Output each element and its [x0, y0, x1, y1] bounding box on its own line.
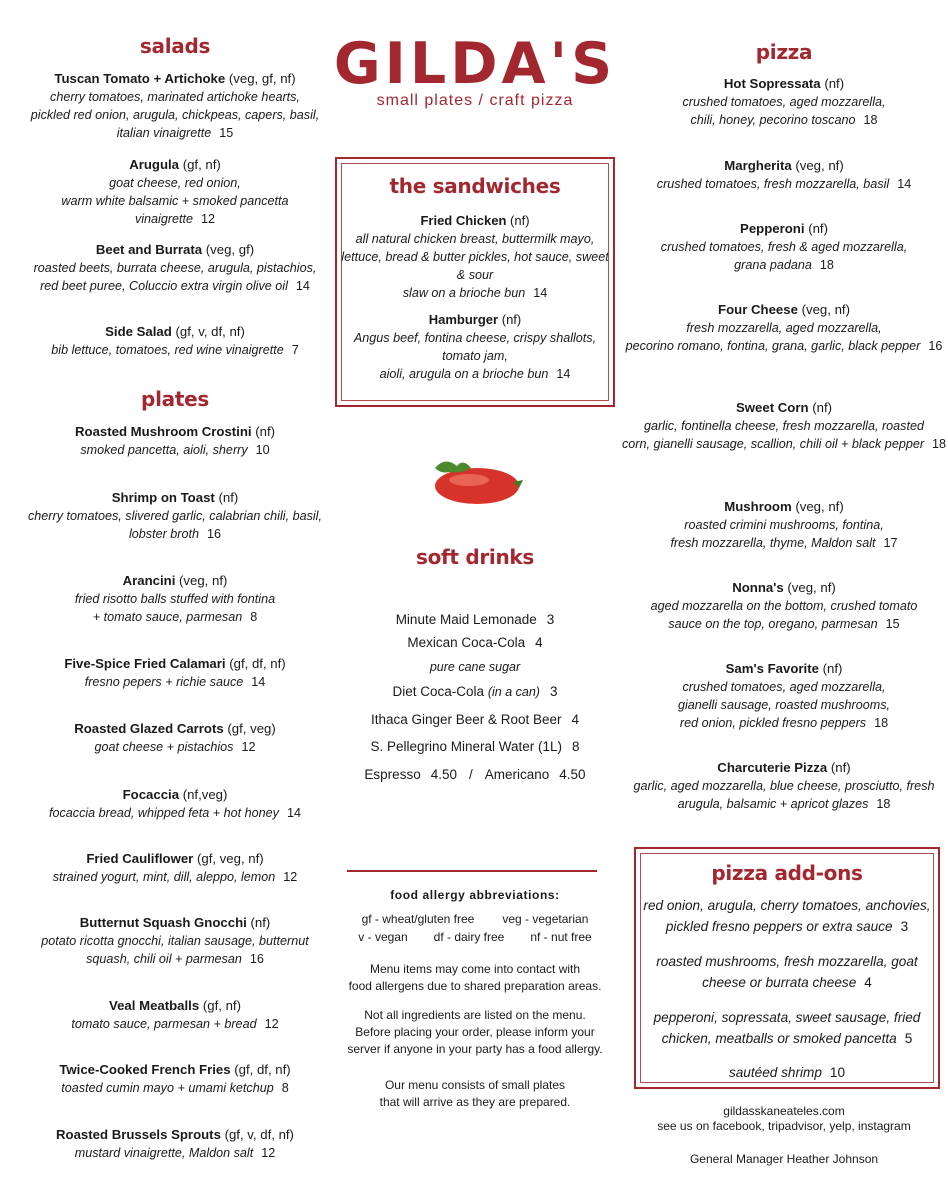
allergy-text: Not all ingredients are listed on the menu. — [364, 1008, 586, 1022]
item-price: 12 — [201, 212, 216, 226]
menu-item — [620, 301, 948, 355]
item-description: lobster broth — [128, 527, 199, 541]
item-description: crushed tomatoes, aged mozzarella, — [682, 95, 886, 109]
drink-item — [332, 739, 618, 754]
item-price: 10 — [255, 443, 270, 457]
allergy-text: food allergens due to shared preparation areas. — [348, 979, 602, 993]
item-tags: (gf, veg) — [227, 721, 276, 736]
item-name: Arancini — [122, 573, 176, 588]
menu-item — [620, 220, 948, 274]
item-name: Five-Spice Fried Calamari — [64, 656, 226, 671]
item-description: toasted cumin mayo + umami ketchup — [61, 1081, 274, 1095]
salads-title: salads — [139, 34, 211, 58]
drink-item — [332, 612, 618, 627]
item-price: 16 — [928, 339, 943, 353]
item-tags: (veg, gf) — [205, 242, 255, 257]
item-description: strained yogurt, mint, dill, aleppo, lemon — [52, 870, 276, 884]
item-description: tomato sauce, parmesan + bread — [71, 1017, 257, 1031]
allergy-text: veg - vegetarian — [502, 912, 589, 926]
addon-description: pickled fresno peppers or extra sauce — [665, 919, 893, 934]
item-name: Butternut Squash Gnocchi — [79, 915, 247, 930]
menu-item — [620, 157, 948, 193]
addon-item — [636, 1062, 938, 1083]
drink-item — [332, 635, 618, 650]
item-price: 12 — [261, 1146, 276, 1160]
menu-item — [620, 579, 948, 633]
item-price: 16 — [249, 952, 264, 966]
allergy-text: v - vegan — [358, 930, 408, 944]
restaurant-logo: GILDA'S — [333, 31, 617, 97]
allergy-text: that will arrive as they are prepared. — [379, 1095, 571, 1109]
item-tags: (gf, v, df, nf) — [175, 324, 245, 339]
item-description: squash, chili oil + parmesan — [86, 952, 242, 966]
item-description: arugula, balsamic + apricot glazes — [677, 797, 869, 811]
item-description: all natural chicken breast, buttermilk mayo, — [355, 232, 595, 246]
item-price: 15 — [885, 617, 900, 631]
item-name: Mushroom — [724, 499, 792, 514]
item-description: goat cheese, red onion, — [109, 176, 241, 190]
item-price: 12 — [283, 870, 298, 884]
addon-item — [636, 1007, 938, 1049]
item-tags: (nf,veg) — [182, 787, 228, 802]
drink-item — [332, 659, 618, 674]
item-description: crushed tomatoes, aged mozzarella, — [682, 680, 886, 694]
menu-item — [0, 489, 350, 543]
allergy-text: Our menu consists of small plates — [384, 1078, 566, 1092]
item-price: 14 — [251, 675, 266, 689]
allergy-text: df - dairy free — [433, 930, 505, 944]
item-name: Roasted Glazed Carrots — [74, 721, 224, 736]
allergy-text: server if anyone in your party has a food allergy. — [347, 1042, 603, 1056]
drink-price: 4.50 — [559, 767, 586, 782]
sandwiches-box — [335, 157, 615, 407]
item-tags: (nf) — [812, 400, 832, 415]
addon-price: 5 — [904, 1031, 913, 1046]
item-tags: (nf) — [255, 424, 276, 439]
item-description: warm white balsamic + smoked pancetta — [61, 194, 289, 208]
item-description: red beet puree, Coluccio extra virgin olive oil — [40, 279, 288, 293]
item-tags: (gf, nf) — [182, 157, 221, 172]
item-name: Beet and Burrata — [95, 242, 203, 257]
item-tags: (gf, df, nf) — [229, 656, 286, 671]
item-price: 14 — [295, 279, 310, 293]
item-description: cherry tomatoes, marinated artichoke hearts, — [50, 90, 300, 104]
item-description: garlic, aged mozzarella, blue cheese, prosciutto, fresh — [633, 779, 935, 793]
drink-price: 4.50 — [430, 767, 457, 782]
item-name: Hamburger — [428, 312, 499, 327]
drink-item — [332, 767, 618, 782]
menu-item — [337, 212, 613, 302]
soft-drinks-title: soft drinks — [415, 545, 535, 569]
item-name: Arugula — [129, 157, 180, 172]
item-price: 14 — [897, 177, 912, 191]
item-tags: (nf) — [808, 221, 828, 236]
tagline: small plates / craft pizza — [376, 92, 574, 109]
drink-name: S. Pellegrino Mineral Water (1L) — [370, 739, 563, 754]
separator: / — [468, 767, 473, 782]
website-link[interactable]: gildasskaneateles.com — [723, 1104, 845, 1118]
item-name: Pepperoni — [740, 221, 805, 236]
drink-name: Diet Coca-Cola — [392, 684, 485, 699]
menu-item — [0, 241, 350, 295]
item-description: fresh mozzarella, aged mozzarella, — [686, 321, 882, 335]
item-tags: (nf) — [501, 312, 522, 327]
menu-item — [0, 70, 350, 142]
drink-name: Espresso — [364, 767, 421, 782]
item-name: Sweet Corn — [736, 400, 809, 415]
item-description: potato ricotta gnocchi, italian sausage, butternut — [41, 934, 309, 948]
item-name: Fried Chicken — [420, 213, 507, 228]
allergy-text: nf - nut free — [530, 930, 592, 944]
item-description: roasted beets, burrata cheese, arugula, pistachios, — [33, 261, 317, 275]
addon-description: chicken, meatballs or smoked pancetta — [661, 1031, 897, 1046]
divider — [347, 870, 597, 872]
item-description: focaccia bread, whipped feta + hot honey — [48, 806, 279, 820]
item-description: slaw on a brioche bun — [402, 286, 526, 300]
addon-price: 10 — [829, 1065, 846, 1080]
item-price: 8 — [281, 1081, 289, 1095]
item-name: Focaccia — [122, 787, 180, 802]
menu-item — [0, 720, 350, 756]
item-price: 8 — [250, 610, 258, 624]
item-description: crushed tomatoes, fresh & aged mozzarella, — [660, 240, 908, 254]
item-price: 15 — [219, 126, 234, 140]
item-name: Nonna's — [732, 580, 784, 595]
drink-item — [332, 684, 618, 699]
item-price: 12 — [241, 740, 256, 754]
item-tags: (veg, nf) — [795, 499, 844, 514]
menu-item — [620, 498, 948, 552]
allergy-text: Menu items may come into contact with — [369, 962, 581, 976]
item-tags: (veg, nf) — [179, 573, 228, 588]
item-description: corn, gianelli sausage, scallion, chili oil + black pepper — [621, 437, 925, 451]
item-name: Margherita — [724, 158, 792, 173]
social-media-text: see us on facebook, tripadvisor, yelp, instagram — [657, 1119, 911, 1133]
item-tags: (nf) — [830, 760, 851, 775]
addon-item — [636, 895, 938, 937]
item-description: bib lettuce, tomatoes, red wine vinaigrette — [51, 343, 284, 357]
addon-item — [636, 951, 938, 993]
item-name: Roasted Brussels Sprouts — [56, 1127, 221, 1142]
drink-name: Ithaca Ginger Beer & Root Beer — [370, 712, 562, 727]
item-price: 14 — [556, 367, 571, 381]
item-description: fresno pepers + richie sauce — [84, 675, 244, 689]
item-tags: (veg, nf) — [795, 158, 844, 173]
item-description: sauce on the top, oregano, parmesan — [668, 617, 878, 631]
drink-price: 8 — [572, 739, 580, 754]
item-name: Shrimp on Toast — [111, 490, 215, 505]
item-price: 18 — [932, 437, 947, 451]
item-tags: (nf) — [250, 915, 271, 930]
item-price: 14 — [533, 286, 548, 300]
drink-note: (in a can) — [487, 685, 540, 699]
drink-price: 4 — [571, 712, 580, 727]
pizza-title: pizza — [755, 40, 813, 64]
item-name: Twice-Cooked French Fries — [59, 1062, 231, 1077]
item-description: mustard vinaigrette, Maldon salt — [74, 1146, 254, 1160]
item-name: Roasted Mushroom Crostini — [74, 424, 252, 439]
addon-price: 4 — [864, 975, 872, 990]
item-price: 17 — [883, 536, 898, 550]
menu-item — [0, 786, 350, 822]
allergy-text: gf - wheat/gluten free — [361, 912, 475, 926]
menu-item — [0, 655, 350, 691]
allergy-text: Before placing your order, please inform your — [355, 1025, 595, 1039]
menu-item — [0, 914, 350, 968]
item-tags: (gf, veg, nf) — [196, 851, 264, 866]
item-price: 14 — [286, 806, 301, 820]
menu-item — [0, 323, 350, 359]
item-description: aioli, arugula on a brioche bun — [379, 367, 549, 381]
allergy-title: food allergy abbreviations: — [390, 888, 560, 902]
drink-price: 4 — [535, 635, 543, 650]
item-name: Veal Meatballs — [109, 998, 200, 1013]
item-price: 16 — [207, 527, 222, 541]
item-tags: (veg, gf, nf) — [228, 71, 296, 86]
menu-item — [620, 75, 948, 129]
menu-item — [620, 399, 948, 453]
item-name: Side Salad — [105, 324, 172, 339]
item-description: fried risotto balls stuffed with fontina — [74, 592, 276, 606]
item-price: 7 — [291, 343, 299, 357]
item-tags: (gf, v, df, nf) — [224, 1127, 294, 1142]
general-manager: General Manager Heather Johnson — [689, 1152, 879, 1166]
item-tags: (nf) — [822, 661, 843, 676]
item-description: aged mozzarella on the bottom, crushed tomato — [650, 599, 918, 613]
item-name: Charcuterie Pizza — [717, 760, 828, 775]
tomato-illustration — [427, 452, 527, 512]
item-description: goat cheese + pistachios — [94, 740, 234, 754]
item-description: grana padana — [734, 258, 812, 272]
item-name: Fried Cauliflower — [86, 851, 194, 866]
drink-item — [332, 712, 618, 727]
item-description: cherry tomatoes, slivered garlic, calabrian chili, basil, — [28, 509, 322, 523]
addons-title: pizza add-ons — [711, 861, 863, 885]
item-description: smoked pancetta, aioli, sherry — [80, 443, 248, 457]
addon-description: pepperoni, sopressata, sweet sausage, fried — [653, 1010, 921, 1025]
menu-item — [0, 572, 350, 626]
menu-item — [0, 156, 350, 228]
item-tags: (nf) — [510, 213, 530, 228]
item-tags: (nf) — [824, 76, 845, 91]
sandwiches-title: the sandwiches — [389, 174, 561, 198]
menu-item — [337, 311, 613, 383]
addon-description: red onion, arugula, cherry tomatoes, anchovies, — [643, 898, 931, 913]
plates-title: plates — [141, 387, 209, 411]
addon-description: sautéed shrimp — [728, 1065, 822, 1080]
drink-price: 3 — [546, 612, 555, 627]
drink-name: Americano — [484, 767, 550, 782]
item-description: fresh mozzarella, thyme, Maldon salt — [670, 536, 876, 550]
item-description: italian vinaigrette — [116, 126, 212, 140]
item-price: 18 — [876, 797, 891, 811]
item-description: vinaigrette — [134, 212, 194, 226]
item-price: 18 — [819, 258, 834, 272]
menu-item — [0, 1061, 350, 1097]
drink-note: pure cane sugar — [429, 660, 521, 674]
addons-box — [634, 847, 940, 1089]
item-tags: (veg, nf) — [801, 302, 850, 317]
item-tags: (nf) — [218, 490, 239, 505]
menu-item — [0, 997, 350, 1033]
item-name: Tuscan Tomato + Artichoke — [54, 71, 226, 86]
item-description: pickled red onion, arugula, chickpeas, capers, basil, — [30, 108, 320, 122]
drink-name: Mexican Coca-Cola — [407, 635, 526, 650]
item-tags: (gf, df, nf) — [234, 1062, 291, 1077]
item-name: Sam's Favorite — [725, 661, 819, 676]
item-description: red onion, pickled fresno peppers — [679, 716, 867, 730]
item-price: 18 — [874, 716, 889, 730]
addon-description: cheese or burrata cheese — [702, 975, 857, 990]
menu-item — [620, 759, 948, 813]
addon-price: 3 — [900, 919, 909, 934]
item-description: crushed tomatoes, fresh mozzarella, basil — [656, 177, 890, 191]
item-description: gianelli sausage, roasted mushrooms, — [677, 698, 891, 712]
item-name: Hot Sopressata — [723, 76, 821, 91]
menu-item — [0, 850, 350, 886]
item-name: Four Cheese — [718, 302, 798, 317]
menu-item — [620, 660, 948, 732]
drink-price: 3 — [549, 684, 558, 699]
item-description: + tomato sauce, parmesan — [92, 610, 243, 624]
item-tags: (veg, nf) — [787, 580, 836, 595]
item-description: Angus beef, fontina cheese, crispy shallots, tomato jam, — [353, 331, 597, 363]
menu-item — [0, 1126, 350, 1162]
item-price: 18 — [863, 113, 878, 127]
item-description: garlic, fontinella cheese, fresh mozzarella, roasted — [643, 419, 924, 433]
item-description: pecorino romano, fontina, grana, garlic, black pepper — [625, 339, 921, 353]
menu-item — [0, 423, 350, 459]
item-description: chili, honey, pecorino toscano — [690, 113, 856, 127]
item-tags: (gf, nf) — [202, 998, 241, 1013]
item-description: lettuce, bread & butter pickles, hot sauce, sweet & sour — [341, 250, 609, 282]
item-price: 12 — [264, 1017, 279, 1031]
drink-name: Minute Maid Lemonade — [395, 612, 537, 627]
addon-description: roasted mushrooms, fresh mozzarella, goat — [656, 954, 918, 969]
item-description: roasted crimini mushrooms, fontina, — [684, 518, 884, 532]
